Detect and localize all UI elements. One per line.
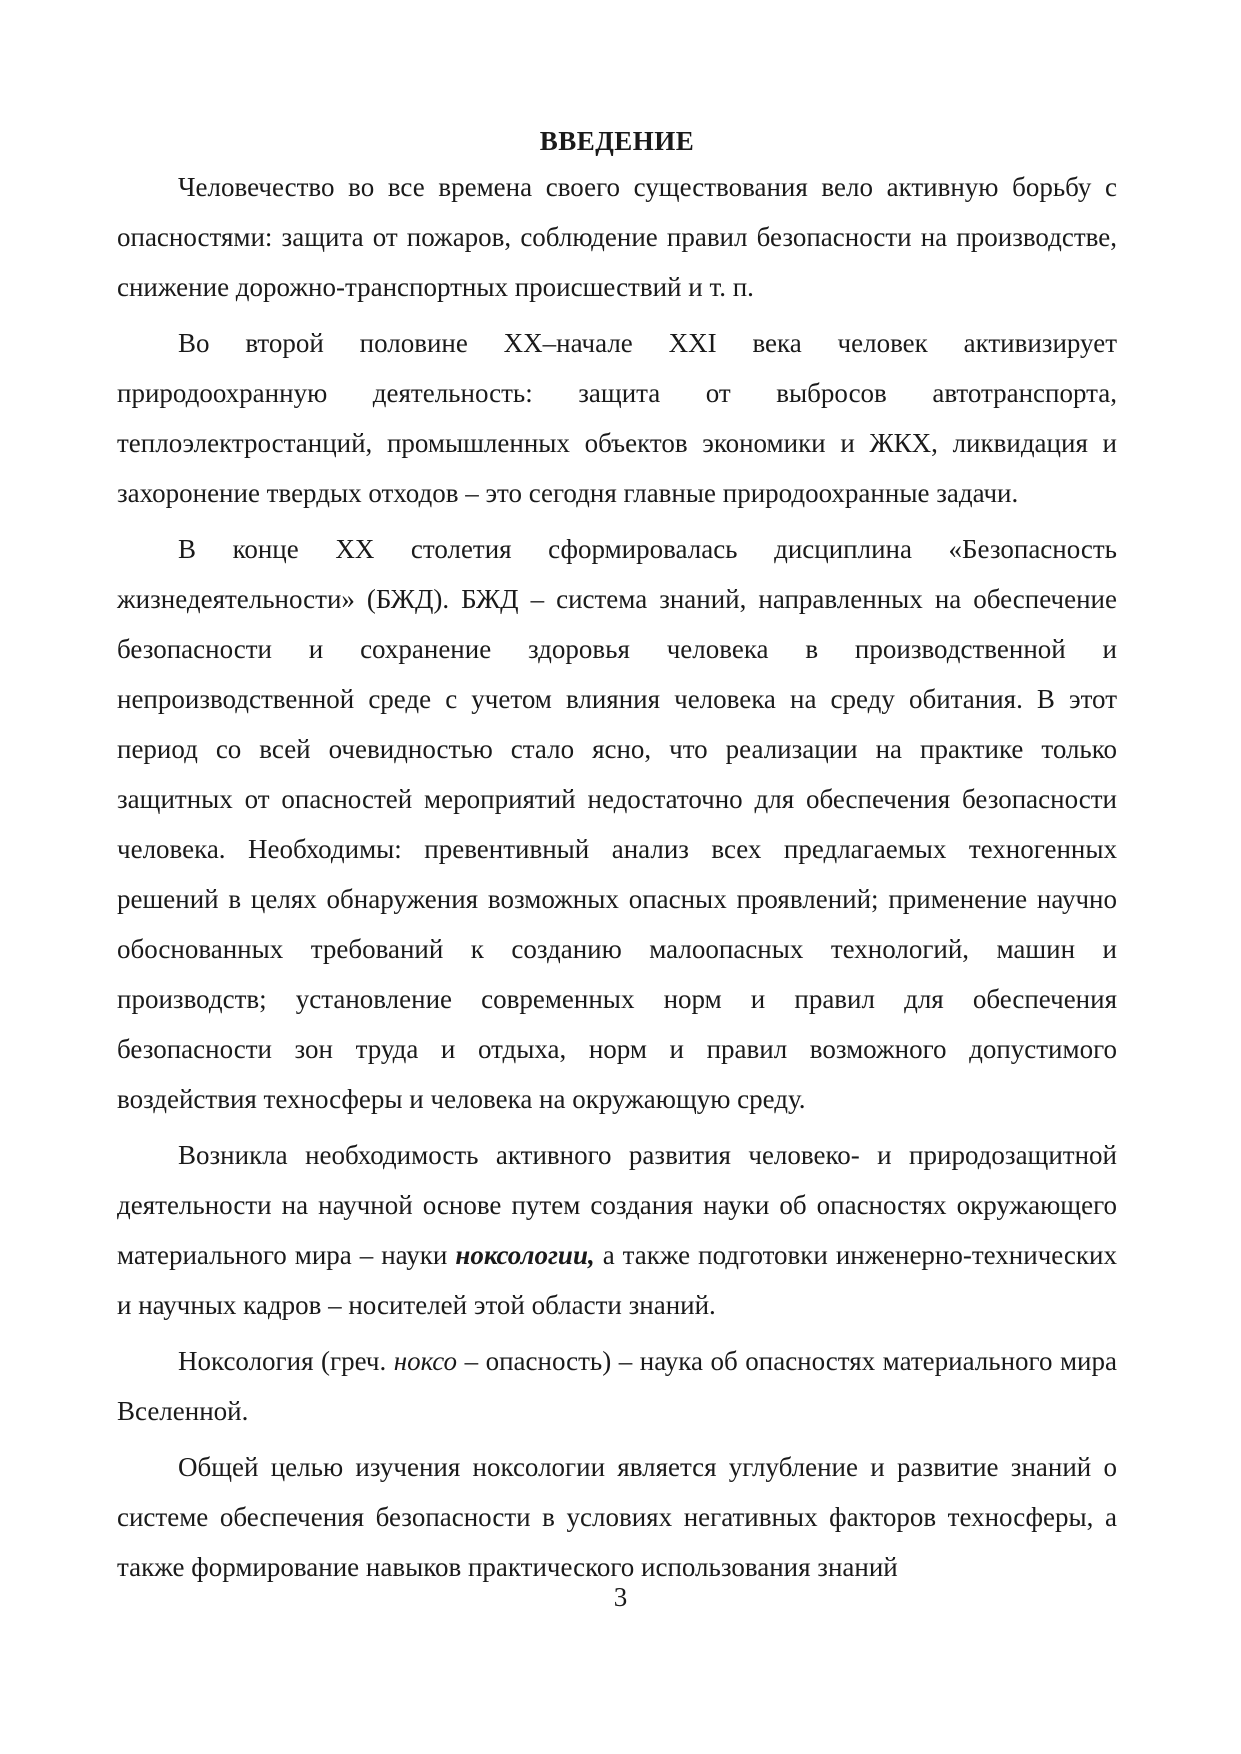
paragraph-3: В конце XX столетия сформировалась дисциплина «Безопасность жизнедеятельности» (БЖД). БЖД – система знаний, направленных на обеспечение безопасности и сохранение здоровья человека в производственной и непроизводственной среде с учетом влияния человека на среду обитания. В этот период со всей очевидностью стало ясно, что реализации на практике только защитных от опасностей мероприятий недостаточно для обеспечения безопасности человека. Необходимы: превентивный анализ всех предлагаемых техногенных решений в целях обнаружения возможных опасных проявлений; применение научно обоснованных требований к созданию малоопасных технологий, машин и производств; установление современных норм и правил для обеспечения безопасности зон труда и отдыха, норм и правил возможного допустимого воздействия техносферы и человека на окружающую среду. [117,534,1117,1114]
paragraph-6: Общей целью изучения ноксологии является углубление и развитие знаний о системе обеспечения безопасности в условиях негативных факторов техносферы, а также формирование навыков практического использования знаний [117,1452,1117,1582]
paragraph-5-text-after: – опасность) – наука об опасностях материального мира Вселенной. [117,1346,1117,1426]
paragraph-4-text-after: а также подготовки инженерно-технических и научных кадров – носителей этой области знаний. [117,1240,1117,1320]
paragraph-4-emphasis: ноксологии, [455,1240,595,1270]
page-content [117,116,1117,1598]
paragraph-1: Человечество во все времена своего существования вело активную борьбу с опасностями: защита от пожаров, соблюдение правил безопасности на производстве, снижение дорожно-транспортных происшествий и т. п. [117,172,1117,302]
page-title: ВВЕДЕНИЕ [539,126,695,156]
page-number: 3 [613,1582,628,1612]
paragraph-2: Во второй половине XX–начале XXI века человек активизирует природоохранную деятельность: защита от выбросов автотранспорта, теплоэлектростанций, промышленных объектов экономики и ЖКХ, ликвидация и захоронение твердых отходов – это сегодня главные природоохранные задачи. [117,328,1117,508]
paragraph-4-text-before: Возникла необходимость активного развития человеко- и природозащитной деятельности на научной основе путем создания науки об опасностях окружающего материального мира – науки [117,1140,1117,1270]
paragraph-5 [117,1336,1117,1436]
paragraph-4 [117,1130,1117,1330]
paragraph-5-text-before: Ноксология (греч. [178,1346,394,1376]
paragraph-5-emphasis: ноксо [393,1346,458,1376]
